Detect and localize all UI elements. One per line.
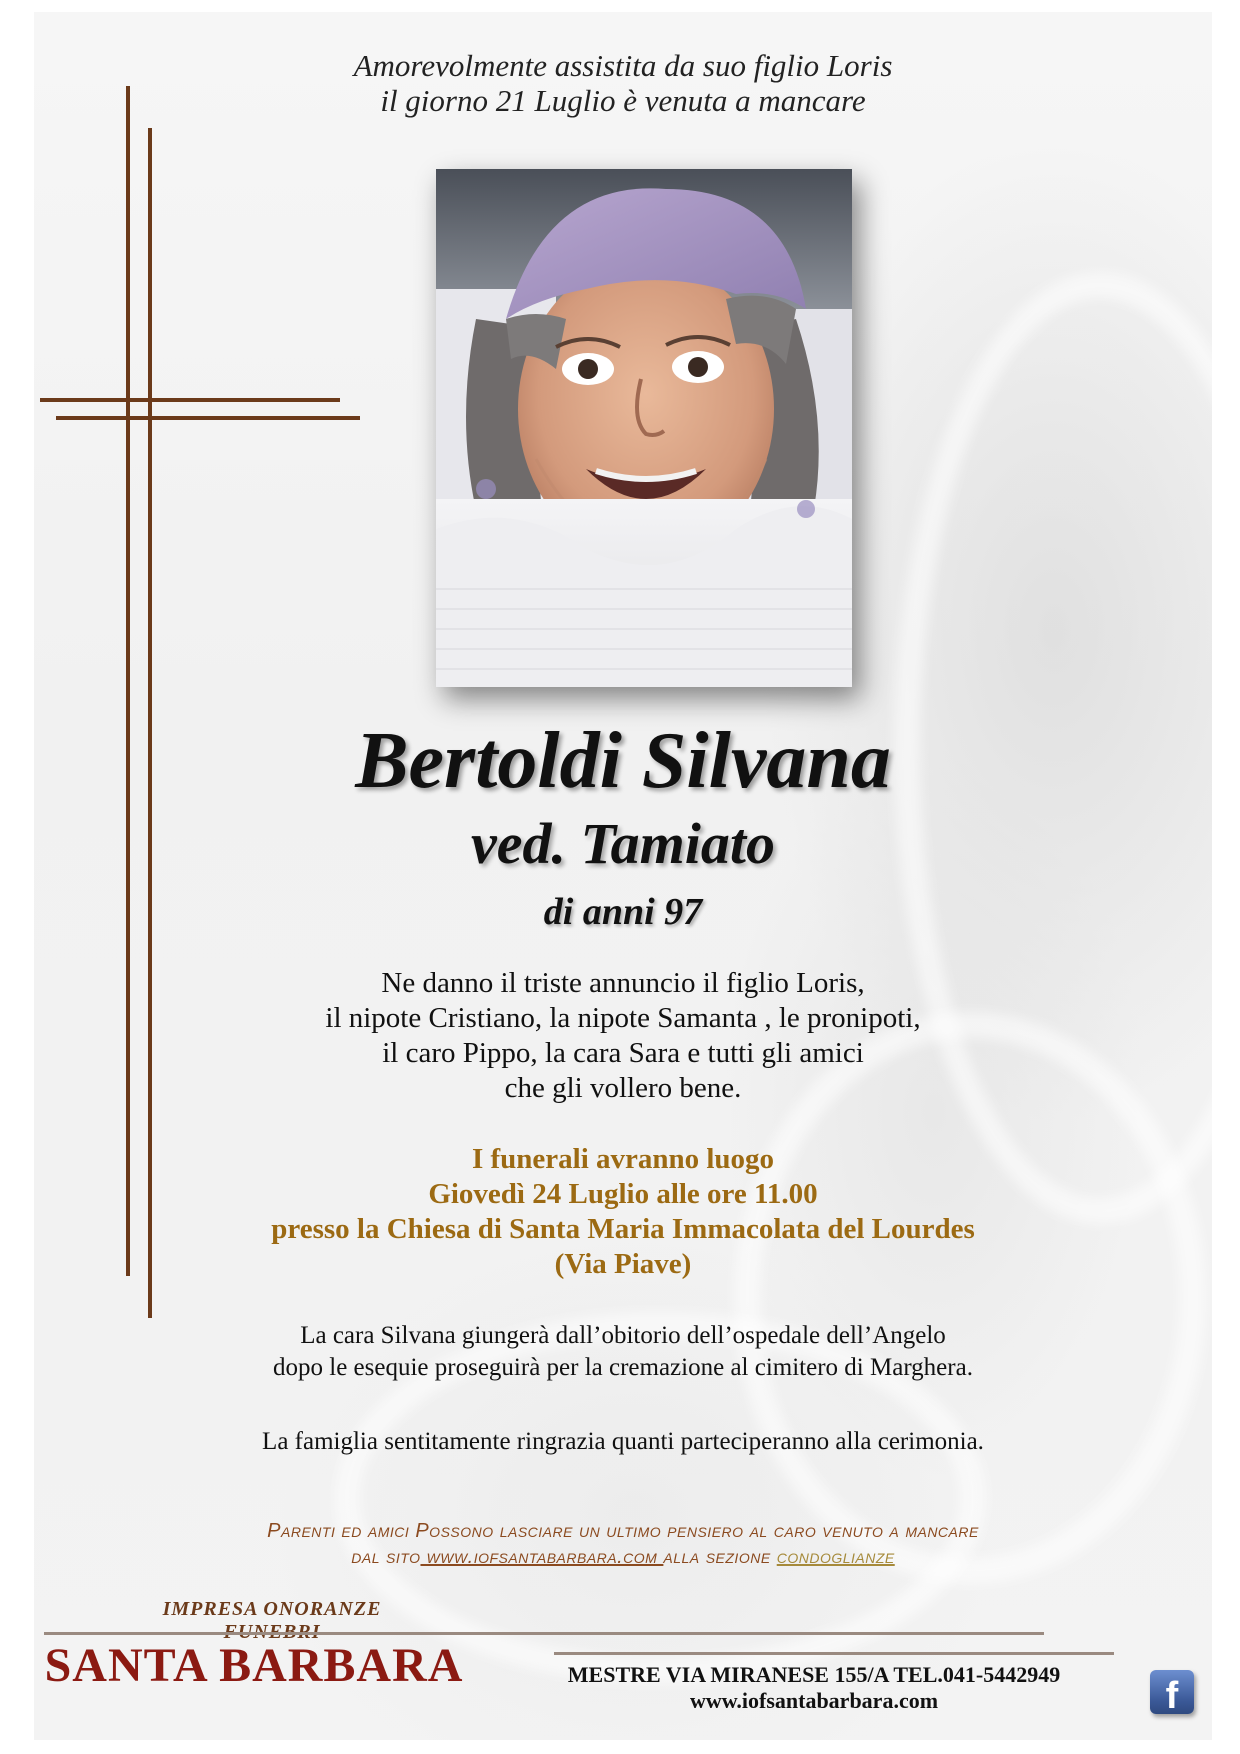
website-link[interactable]: www.iofsantabarbara.com bbox=[420, 1546, 664, 1568]
facebook-letter: f bbox=[1165, 1675, 1179, 1714]
company-address: MESTRE VIA MIRANESE 155/A TEL.041-5442949 bbox=[567, 1662, 1061, 1687]
announcement-line-2: il nipote Cristiano, la nipote Samanta , le pronipoti, bbox=[325, 1002, 921, 1034]
notes-line-1: La cara Silvana giungerà dall’obitorio dell’ospedale dell’Angelo bbox=[300, 1322, 946, 1349]
intro-line-1: Amorevolmente assistita da suo figlio Loris bbox=[353, 48, 893, 83]
condolences-link[interactable]: condoglianze bbox=[776, 1546, 895, 1568]
announcement-line-3: il caro Pippo, la cara Sara e tutti gli amici bbox=[382, 1037, 864, 1069]
funeral-line-2: Giovedì 24 Luglio alle ore 11.00 bbox=[428, 1178, 818, 1210]
announcement-line-1: Ne danno il triste annuncio il figlio Loris, bbox=[381, 967, 865, 999]
funeral-line-1: I funerali avranno luogo bbox=[471, 1143, 775, 1175]
intro-line-2: il giorno 21 Luglio è venuta a mancare bbox=[380, 83, 866, 118]
online-line-2 bbox=[34, 1544, 1212, 1570]
obituary-page bbox=[34, 12, 1212, 1740]
deceased-name: Bertoldi Silvana bbox=[355, 717, 891, 805]
age: di anni 97 bbox=[543, 891, 703, 933]
company-website[interactable]: www.iofsantabarbara.com bbox=[689, 1688, 939, 1713]
company-brand: SANTA BARBARA bbox=[44, 1639, 464, 1692]
footer-divider-left bbox=[44, 1632, 1044, 1635]
deceased-photo bbox=[436, 169, 852, 687]
online-middle: alla sezione bbox=[663, 1546, 777, 1568]
footer-divider-right bbox=[554, 1652, 1114, 1655]
widow-of: ved. Tamiato bbox=[471, 811, 775, 876]
funeral-line-4: (Via Piave) bbox=[554, 1248, 692, 1280]
online-prefix: dal sito bbox=[351, 1546, 421, 1568]
announcement-line-4: che gli vollero bene. bbox=[504, 1072, 742, 1104]
thanks-line: La famiglia sentitamente ringrazia quanti parteciperanno alla cerimonia. bbox=[262, 1428, 984, 1455]
portrait-image bbox=[436, 169, 852, 687]
online-line-1: Parenti ed amici Possono lasciare un ultimo pensiero al caro venuto a mancare bbox=[267, 1520, 979, 1542]
funeral-line-3: presso la Chiesa di Santa Maria Immacolata del Lourdes bbox=[271, 1213, 975, 1245]
notes-line-2: dopo le esequie proseguirà per la cremazione al cimitero di Marghera. bbox=[273, 1354, 973, 1381]
facebook-icon[interactable] bbox=[1150, 1670, 1194, 1714]
company-tagline: IMPRESA ONORANZE bbox=[162, 1598, 382, 1620]
